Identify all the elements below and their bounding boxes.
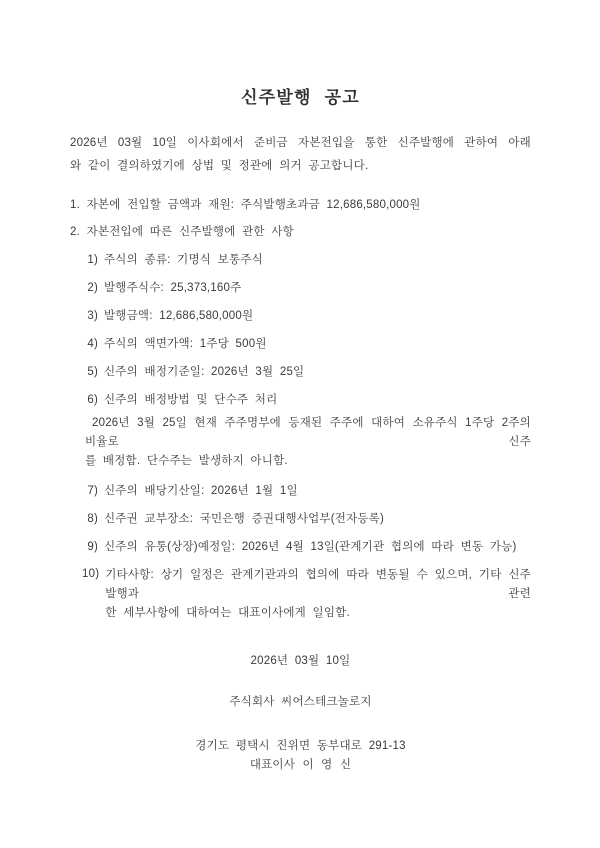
ceo-name: 대표이사 이 영 신 xyxy=(249,758,352,771)
list-item-text: 자본에 전입할 금액과 재원: 주식발행초과금 12,686,580,000원 xyxy=(86,199,421,211)
list-item-text: 자본전입에 따른 신주발행에 관한 사항 xyxy=(86,226,294,238)
list-item-number: 2. xyxy=(70,226,80,238)
sub-item-number: 2) xyxy=(87,282,98,294)
sub-item-4 xyxy=(70,336,531,352)
document-content xyxy=(70,0,531,773)
document-date: 2026년 03월 10일 xyxy=(250,654,351,667)
sub-item-number: 3) xyxy=(87,310,98,322)
sub-item-number: 4) xyxy=(87,338,98,350)
company-address: 경기도 평택시 진위면 동부대로 291-13 xyxy=(195,739,406,752)
sub-item-10-line-1: 기타사항: 상기 일정은 관계기관과의 협의에 따라 변동될 수 있으며, 기타 신주 발행과 관련 xyxy=(105,568,531,600)
sub-item-text: 신주의 배당기산일: 2026년 1월 1일 xyxy=(104,484,298,497)
document-title: 신주발행 공고 xyxy=(241,88,360,107)
list-item-1 xyxy=(70,197,531,213)
sub-item-10-line-2: 한 세부사항에 대하여는 대표이사에게 일임함. xyxy=(105,606,350,619)
sub-item-2 xyxy=(70,280,531,296)
sub-item-3 xyxy=(70,308,531,324)
sub-item-number: 10) xyxy=(82,567,100,580)
sub-item-number: 1) xyxy=(87,254,98,266)
sub-item-8 xyxy=(70,511,531,527)
sub-item-text: 신주의 유통(상장)예정일: 2026년 4월 13일(관계기관 협의에 따라 변동 가능) xyxy=(104,540,517,553)
sub-item-text: 신주권 교부장소: 국민은행 증권대행사업부(전자등록) xyxy=(104,512,385,525)
sub-item-6-note xyxy=(70,414,531,471)
sub-item-number: 5) xyxy=(87,366,98,378)
sub-item-text xyxy=(105,566,531,623)
sub-item-10 xyxy=(70,566,531,623)
sub-item-number: 7) xyxy=(87,484,98,497)
sub-item-number: 9) xyxy=(87,540,98,553)
intro-line-1: 2026년 03월 10일 이사회에서 준비금 자본전입을 통한 신주발행에 관하여 아래 xyxy=(70,137,531,149)
sub-item-text: 주식의 액면가액: 1주당 500원 xyxy=(104,338,267,350)
sub-item-text: 발행주식수: 25,373,160주 xyxy=(104,282,242,294)
sub-item-text: 신주의 배정방법 및 단수주 처리 xyxy=(104,394,278,406)
intro-paragraph xyxy=(70,132,531,178)
sub-item-6 xyxy=(70,392,531,408)
sub-item-5 xyxy=(70,364,531,380)
note-line-1: 2026년 3월 25일 현재 주주명부에 등재된 주주에 대하여 소유주식 1주당 2주의 비율로 신주 xyxy=(85,417,531,448)
sub-item-number: 6) xyxy=(87,394,98,406)
company-name: 주식회사 씨어스테크놀로지 xyxy=(229,695,372,708)
list-item-2 xyxy=(70,224,531,240)
sub-item-1 xyxy=(70,252,531,268)
sub-item-text: 주식의 종류: 기명식 보통주식 xyxy=(104,254,263,266)
sub-item-text: 발행금액: 12,686,580,000원 xyxy=(104,310,254,322)
sub-item-number: 8) xyxy=(87,512,98,525)
list-item-number: 1. xyxy=(70,199,80,211)
sub-item-text: 신주의 배정기준일: 2026년 3월 25일 xyxy=(104,366,305,378)
note-line-2: 를 배정함. 단수주는 발생하지 아니함. xyxy=(85,455,288,467)
sub-item-7 xyxy=(70,483,531,499)
sub-item-9 xyxy=(70,539,531,555)
intro-line-2: 와 같이 결의하였기에 상법 및 정관에 의거 공고합니다. xyxy=(70,160,369,172)
